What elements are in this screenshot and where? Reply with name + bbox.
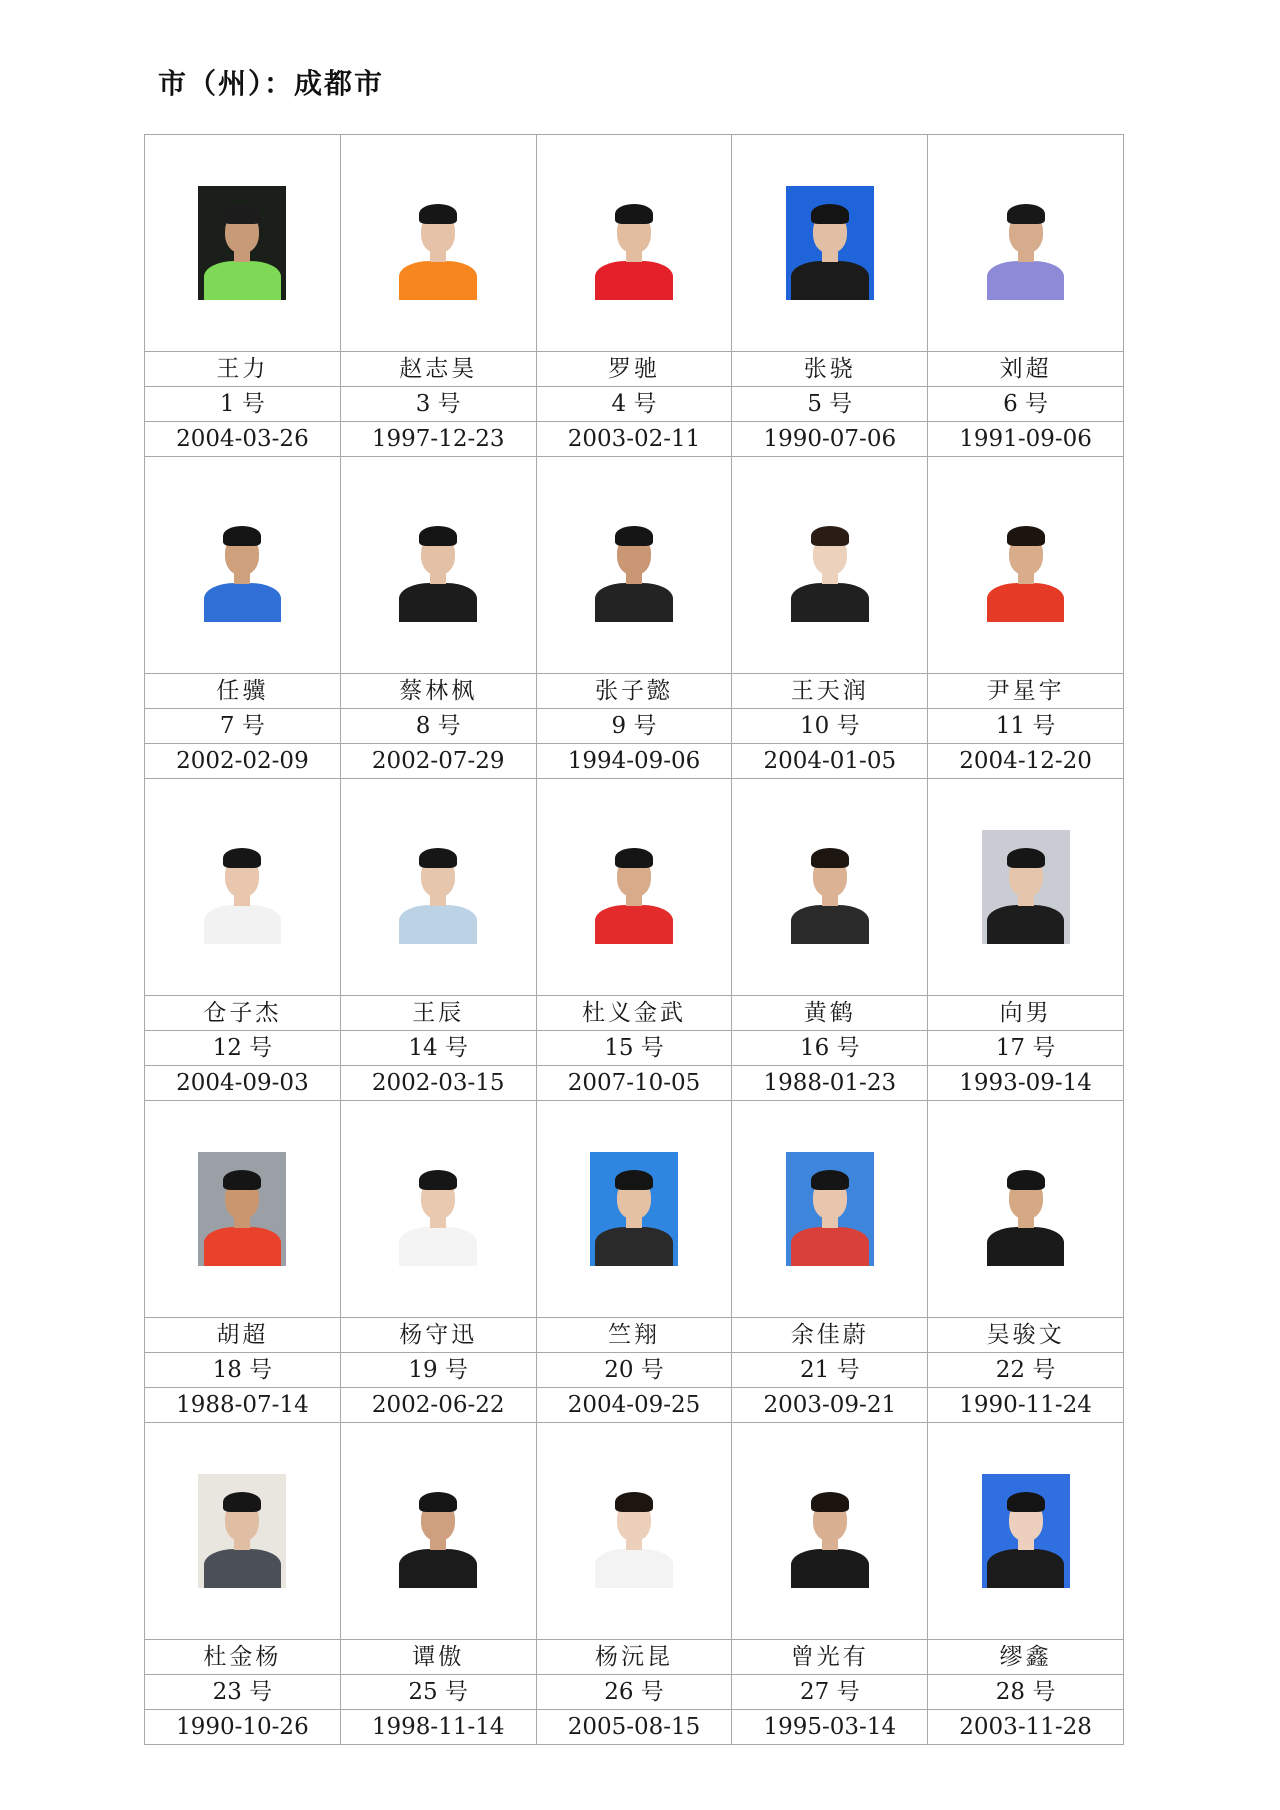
- player-photo-cell: [145, 779, 341, 996]
- player-photo: [786, 186, 874, 300]
- name-row: [145, 674, 1124, 709]
- player-photo: [198, 1152, 286, 1266]
- birthdate-row: [145, 422, 1124, 457]
- player-name: 胡超: [145, 1318, 341, 1353]
- photo-row: [145, 457, 1124, 674]
- player-photo: [394, 1474, 482, 1588]
- player-number: 22 号: [928, 1353, 1124, 1388]
- player-birthdate: 2004-03-26: [145, 422, 341, 457]
- player-name: 张骁: [732, 352, 928, 387]
- player-photo: [198, 186, 286, 300]
- player-number: 23 号: [145, 1675, 341, 1710]
- player-photo-cell: [732, 1101, 928, 1318]
- player-photo: [982, 186, 1070, 300]
- player-name: 杨沅昆: [536, 1640, 732, 1675]
- player-birthdate: 2002-06-22: [340, 1388, 536, 1423]
- player-name: 余佳蔚: [732, 1318, 928, 1353]
- player-photo-cell: [928, 1101, 1124, 1318]
- player-number: 1 号: [145, 387, 341, 422]
- player-photo-cell: [340, 457, 536, 674]
- player-birthdate: 2003-02-11: [536, 422, 732, 457]
- player-name: 王力: [145, 352, 341, 387]
- player-photo-cell: [732, 779, 928, 996]
- player-photo-cell: [340, 1423, 536, 1640]
- player-name: 尹星宇: [928, 674, 1124, 709]
- player-number: 26 号: [536, 1675, 732, 1710]
- number-row: [145, 1675, 1124, 1710]
- player-photo: [198, 1474, 286, 1588]
- player-photo: [590, 830, 678, 944]
- player-photo-cell: [145, 1423, 341, 1640]
- player-number: 28 号: [928, 1675, 1124, 1710]
- page-title: 市（州）：成都市: [158, 67, 385, 100]
- player-birthdate: 2002-02-09: [145, 744, 341, 779]
- player-birthdate: 2004-01-05: [732, 744, 928, 779]
- photo-row: [145, 1423, 1124, 1640]
- player-number: 15 号: [536, 1031, 732, 1066]
- player-birthdate: 2005-08-15: [536, 1710, 732, 1745]
- player-photo: [982, 1152, 1070, 1266]
- player-name: 杜金杨: [145, 1640, 341, 1675]
- player-photo-cell: [732, 1423, 928, 1640]
- player-photo: [786, 508, 874, 622]
- player-photo: [590, 186, 678, 300]
- player-name: 蔡林枫: [340, 674, 536, 709]
- photo-row: [145, 135, 1124, 352]
- player-number: 19 号: [340, 1353, 536, 1388]
- name-row: [145, 996, 1124, 1031]
- photo-row: [145, 779, 1124, 996]
- birthdate-row: [145, 1710, 1124, 1745]
- player-photo: [394, 508, 482, 622]
- player-number: 3 号: [340, 387, 536, 422]
- player-number: 14 号: [340, 1031, 536, 1066]
- player-number: 4 号: [536, 387, 732, 422]
- player-name: 杜义金武: [536, 996, 732, 1031]
- player-number: 17 号: [928, 1031, 1124, 1066]
- player-birthdate: 1994-09-06: [536, 744, 732, 779]
- player-photo: [786, 830, 874, 944]
- player-number: 25 号: [340, 1675, 536, 1710]
- player-birthdate: 2004-12-20: [928, 744, 1124, 779]
- player-photo: [590, 1474, 678, 1588]
- player-birthdate: 1988-07-14: [145, 1388, 341, 1423]
- player-photo: [786, 1474, 874, 1588]
- player-number: 18 号: [145, 1353, 341, 1388]
- player-birthdate: 2003-09-21: [732, 1388, 928, 1423]
- player-number: 5 号: [732, 387, 928, 422]
- player-photo-cell: [340, 779, 536, 996]
- player-birthdate: 1991-09-06: [928, 422, 1124, 457]
- player-photo: [198, 508, 286, 622]
- player-birthdate: 1988-01-23: [732, 1066, 928, 1101]
- player-photo: [394, 186, 482, 300]
- player-birthdate: 1993-09-14: [928, 1066, 1124, 1101]
- player-number: 7 号: [145, 709, 341, 744]
- player-birthdate: 2007-10-05: [536, 1066, 732, 1101]
- player-birthdate: 2002-07-29: [340, 744, 536, 779]
- name-row: [145, 1318, 1124, 1353]
- player-photo-cell: [732, 135, 928, 352]
- player-name: 竺翔: [536, 1318, 732, 1353]
- player-birthdate: 1990-10-26: [145, 1710, 341, 1745]
- birthdate-row: [145, 744, 1124, 779]
- player-number: 8 号: [340, 709, 536, 744]
- player-birthdate: 1995-03-14: [732, 1710, 928, 1745]
- player-birthdate: 2004-09-03: [145, 1066, 341, 1101]
- player-photo-cell: [340, 135, 536, 352]
- player-photo-cell: [145, 457, 341, 674]
- player-name: 罗驰: [536, 352, 732, 387]
- player-name: 缪鑫: [928, 1640, 1124, 1675]
- player-photo-cell: [145, 135, 341, 352]
- player-number: 20 号: [536, 1353, 732, 1388]
- birthdate-row: [145, 1066, 1124, 1101]
- player-number: 11 号: [928, 709, 1124, 744]
- player-photo-cell: [536, 135, 732, 352]
- player-photo-cell: [536, 779, 732, 996]
- player-photo-cell: [928, 1423, 1124, 1640]
- player-name: 仓子杰: [145, 996, 341, 1031]
- player-photo-cell: [928, 779, 1124, 996]
- number-row: [145, 1353, 1124, 1388]
- player-name: 黄鹤: [732, 996, 928, 1031]
- player-name: 刘超: [928, 352, 1124, 387]
- player-number: 10 号: [732, 709, 928, 744]
- player-photo-cell: [536, 457, 732, 674]
- player-number: 12 号: [145, 1031, 341, 1066]
- player-number: 9 号: [536, 709, 732, 744]
- player-birthdate: 1997-12-23: [340, 422, 536, 457]
- player-birthdate: 2002-03-15: [340, 1066, 536, 1101]
- player-number: 21 号: [732, 1353, 928, 1388]
- player-photo-cell: [928, 135, 1124, 352]
- player-photo-cell: [536, 1423, 732, 1640]
- player-birthdate: 1998-11-14: [340, 1710, 536, 1745]
- name-row: [145, 1640, 1124, 1675]
- player-name: 任骥: [145, 674, 341, 709]
- player-number: 16 号: [732, 1031, 928, 1066]
- player-birthdate: 1990-11-24: [928, 1388, 1124, 1423]
- player-photo: [394, 1152, 482, 1266]
- player-number: 6 号: [928, 387, 1124, 422]
- player-name: 王天润: [732, 674, 928, 709]
- player-photo-cell: [536, 1101, 732, 1318]
- player-name: 谭傲: [340, 1640, 536, 1675]
- player-photo: [394, 830, 482, 944]
- player-photo: [198, 830, 286, 944]
- player-birthdate: 2003-11-28: [928, 1710, 1124, 1745]
- player-photo-cell: [340, 1101, 536, 1318]
- roster-body: [145, 135, 1124, 1745]
- player-name: 曾光有: [732, 1640, 928, 1675]
- player-name: 王辰: [340, 996, 536, 1031]
- player-name: 吴骏文: [928, 1318, 1124, 1353]
- player-photo: [982, 1474, 1070, 1588]
- player-photo: [982, 830, 1070, 944]
- birthdate-row: [145, 1388, 1124, 1423]
- player-photo: [982, 508, 1070, 622]
- photo-row: [145, 1101, 1124, 1318]
- player-roster-table: [144, 134, 1124, 1745]
- player-name: 张子懿: [536, 674, 732, 709]
- player-birthdate: 1990-07-06: [732, 422, 928, 457]
- player-photo: [786, 1152, 874, 1266]
- number-row: [145, 1031, 1124, 1066]
- player-photo: [590, 1152, 678, 1266]
- player-number: 27 号: [732, 1675, 928, 1710]
- number-row: [145, 387, 1124, 422]
- player-photo-cell: [732, 457, 928, 674]
- player-photo-cell: [145, 1101, 341, 1318]
- player-name: 杨守迅: [340, 1318, 536, 1353]
- number-row: [145, 709, 1124, 744]
- player-photo: [590, 508, 678, 622]
- player-name: 向男: [928, 996, 1124, 1031]
- player-name: 赵志昊: [340, 352, 536, 387]
- name-row: [145, 352, 1124, 387]
- player-birthdate: 2004-09-25: [536, 1388, 732, 1423]
- player-photo-cell: [928, 457, 1124, 674]
